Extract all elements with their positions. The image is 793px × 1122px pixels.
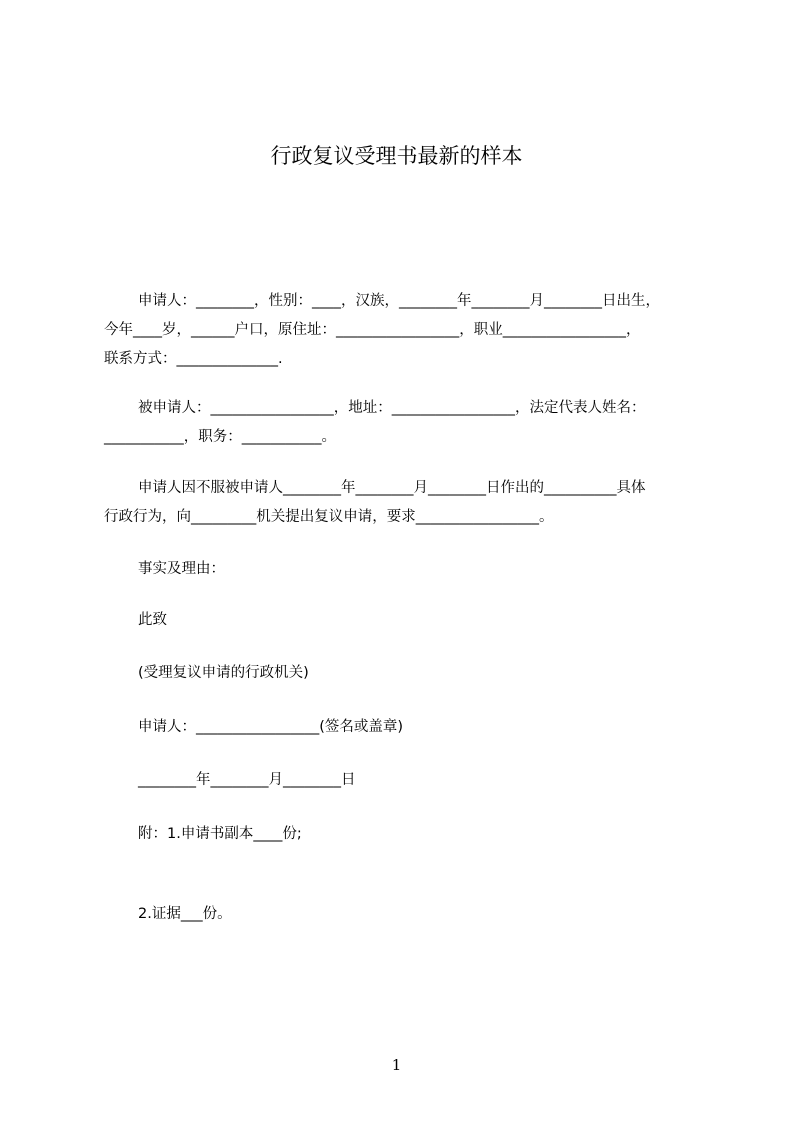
review-request-paragraph [104,474,704,532]
salutation: 此致 [138,612,167,628]
review-request-line-1: 申请人因不服被申请人________年________月________日作出的__________具体 [138,480,646,496]
recipient-authority: (受理复议申请的行政机关) [138,665,309,681]
respondent-info-paragraph [104,394,704,452]
applicant-info-line-2: 今年____岁，______户口，原住址：_________________，职业_________________， [104,322,641,338]
document-title: 行政复议受理书最新的样本 [270,144,523,168]
respondent-info-line-1: 被申请人：_________________，地址：_________________，法定代表人姓名： [138,400,646,416]
applicant-info-paragraph [104,287,704,374]
applicant-info-line-3: 联系方式：______________. [104,351,283,367]
page-number: 1 [391,1056,402,1074]
applicant-info-line-1: 申请人：________，性别：____，汉族，________年________月________日出生， [138,293,660,309]
attachment-item-2: 2.证据___份。 [138,906,232,922]
date-line: ________年________月________日 [138,772,356,788]
respondent-info-line-2: ___________，职务：___________。 [104,429,336,445]
attachment-item-1: 附：1.申请书副本____份; [138,826,302,842]
applicant-signature-line: 申请人：_________________(签名或盖章) [138,719,404,735]
review-request-line-2: 行政行为，向_________机关提出复议申请，要求_________________。 [104,509,554,525]
facts-and-reasons-label: 事实及理由： [138,561,225,577]
